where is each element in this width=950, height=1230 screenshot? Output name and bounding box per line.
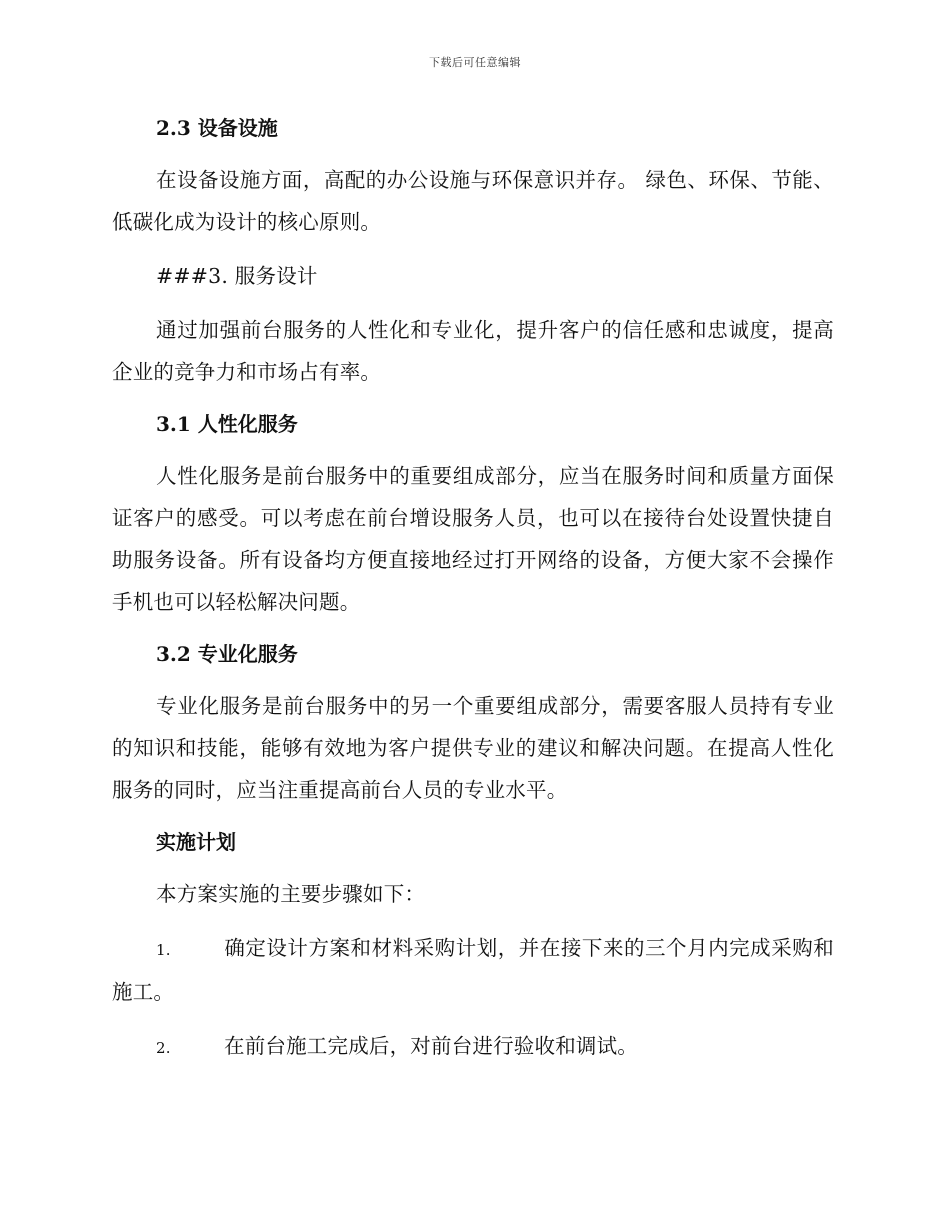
plan-step-1 (112, 927, 834, 1013)
page-header: 下载后可任意编辑 (429, 56, 521, 69)
section-paragraph-3-1: 人性化服务是前台服务中的重要组成部分，应当在服务时间和质量方面保证客户的感受。可以考虑在前台增设服务人员，也可以在接待台处设置快捷自助服务设备。所有设备均方便直接地经过打开网络的设备，方便大家不会操作手机也可以轻松解决问题。 (112, 464, 834, 614)
plan-intro: 本方案实施的主要步骤如下： (156, 882, 426, 906)
section-heading-2-3: 2.3 设备设施 (156, 116, 278, 140)
plan-step-text: 确定设计方案和材料采购计划，并在接下来的三个月内完成采购和施工。 (112, 936, 834, 1004)
section-heading-3-2: 3.2 专业化服务 (156, 642, 298, 666)
plan-step-text: 在前台施工完成后，对前台进行验收和调试。 (224, 1034, 638, 1058)
document-body (112, 108, 834, 1069)
plan-step-number: 2. (156, 1039, 171, 1057)
section-heading-3-1: 3.1 人性化服务 (156, 412, 298, 436)
section-heading-plan: 实施计划 (156, 830, 236, 854)
section-paragraph-3-2: 专业化服务是前台服务中的另一个重要组成部分，需要客服人员持有专业的知识和技能，能够有效地为客户提供专业的建议和解决问题。在提高人性化服务的同时，应当注重提高前台人员的专业水平。 (112, 694, 834, 802)
plan-step-2 (112, 1025, 834, 1069)
section-heading-3: ###3. 服务设计 (156, 264, 318, 288)
plan-step-number: 1. (156, 941, 171, 959)
section-paragraph-2-3: 在设备设施方面，高配的办公设施与环保意识并存。 绿色、环保、节能、低碳化成为设计的核心原则。 (112, 168, 834, 234)
section-paragraph-3: 通过加强前台服务的人性化和专业化，提升客户的信任感和忠诚度，提高企业的竞争力和市场占有率。 (112, 318, 834, 384)
